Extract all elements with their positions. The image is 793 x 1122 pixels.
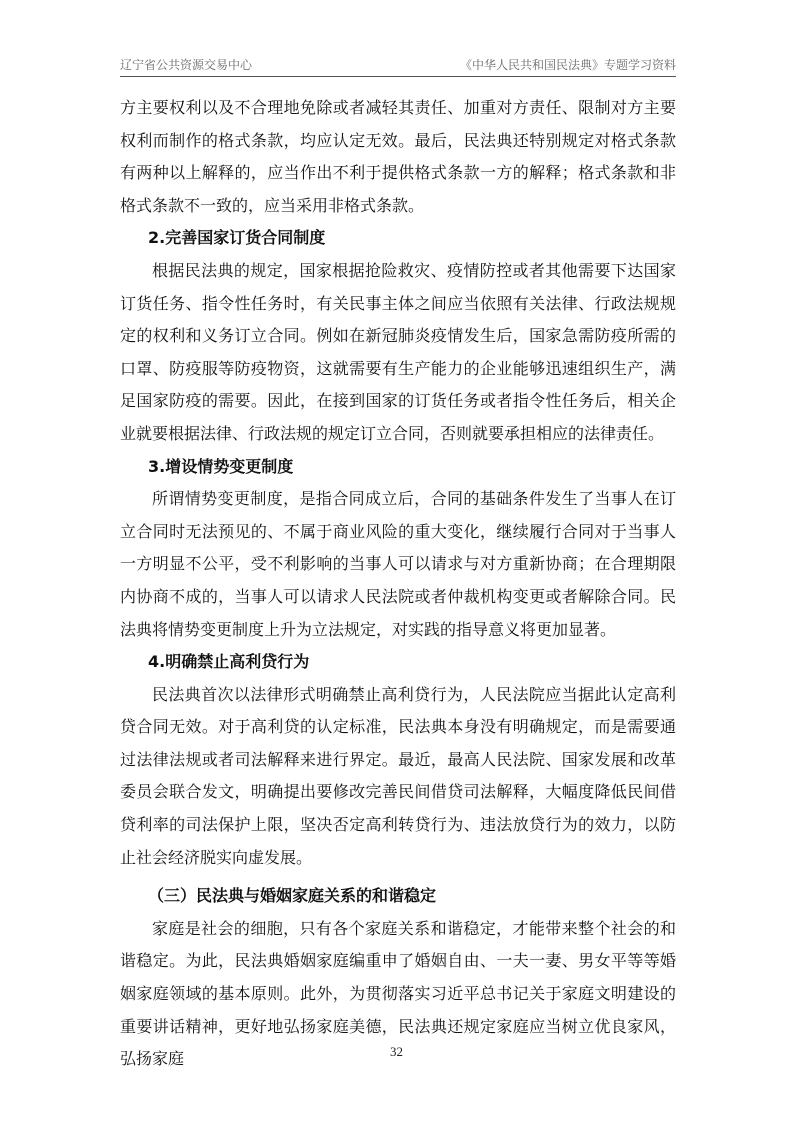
page-body bbox=[120, 92, 676, 1076]
paragraph-change-of-circumstances: 所谓情势变更制度，是指合同成立后，合同的基础条件发生了当事人在订立合同时无法预见的、不属于商业风险的重大变化，继续履行合同对于当事人一方明显不公平，受不利影响的当事人可以请求与对方重新协商；在合理期限内协商不成的，当事人可以请求人民法院或者仲裁机构变更或者解除合同。民法典将情势变更制度上升为立法规定，对实践的指导意义将更加显著。 bbox=[120, 489, 676, 639]
paragraph-ordering-contract: 根据民法典的规定，国家根据抢险救灾、疫情防控或者其他需要下达国家订货任务、指令性任务时，有关民事主体之间应当依照有关法律、行政法规规定的权利和义务订立合同。例如在新冠肺炎疫情发生后，国家急需防疫所需的口罩、防疫服等防疫物资，这就需要有生产能力的企业能够迅速组织生产，满足国家防疫的需要。因此，在接到国家的订货任务或者指令性任务后，相关企业就要根据法律、行政法规的规定订立合同，否则就要承担相应的法律责任。 bbox=[120, 260, 676, 443]
heading-change-of-circumstances: 3.增设情势变更制度 bbox=[148, 456, 294, 476]
page-header bbox=[120, 54, 676, 74]
header-document-title: 《中华人民共和国民法典》专题学习资料 bbox=[459, 58, 676, 72]
header-organization: 辽宁省公共资源交易中心 bbox=[120, 58, 253, 72]
header-divider bbox=[120, 76, 676, 77]
section-heading-marriage-family: （三）民法典与婚姻家庭关系的和谐稳定 bbox=[148, 886, 437, 906]
paragraph-usury-ban: 民法典首次以法律形式明确禁止高利贷行为，人民法院应当据此认定高利贷合同无效。对于高利贷的认定标准，民法典本身没有明确规定，而是需要通过法律法规或者司法解释来进行界定。最近，最高人民法院、国家发展和改革委员会联合发文，明确提出要修改完善民间借贷司法解释，大幅度降低民间借贷利率的司法保护上限，坚决否定高利转贷行为、违法放贷行为的效力，以防止社会经济脱实向虚发展。 bbox=[120, 684, 676, 867]
paragraph-continued: 方主要权利以及不合理地免除或者减轻其责任、加重对方责任、限制对方主要权利而制作的格式条款，均应认定无效。最后，民法典还特别规定对格式条款有两种以上解释的，应当作出不利于提供格式条款一方的解释；格式条款和非格式条款不一致的，应当采用非格式条款。 bbox=[120, 98, 676, 215]
page-number: 32 bbox=[390, 1044, 403, 1059]
heading-ordering-contract: 2.完善国家订货合同制度 bbox=[148, 228, 326, 248]
paragraph-marriage-family: 家庭是社会的细胞，只有各个家庭关系和谐稳定，才能带来整个社会的和谐稳定。为此，民法典婚姻家庭编重申了婚姻自由、一夫一妻、男女平等等婚姻家庭领域的基本原则。此外，为贯彻落实习近平总书记关于家庭文明建设的重要讲话精神，更好地弘扬家庭美德，民法典还规定家庭应当树立优良家风，弘扬家庭 bbox=[120, 918, 676, 1069]
heading-usury-ban: 4.明确禁止高利贷行为 bbox=[148, 652, 310, 672]
